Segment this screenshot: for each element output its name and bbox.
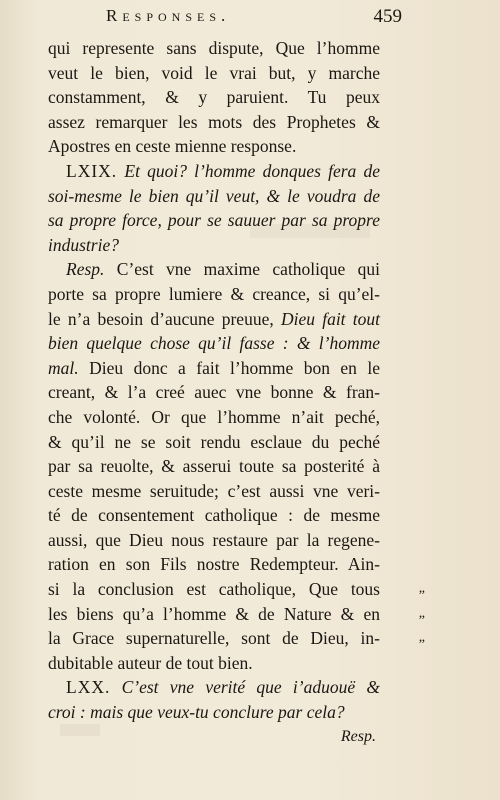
text-line: té de consentement catholique : de mesme [48, 505, 380, 526]
question-lxix-line [48, 159, 380, 184]
text-line: par sa reuolte, & asserui toute sa posterité à [48, 456, 380, 477]
italic-quotation: mal. [48, 357, 79, 378]
marginal-quote-mark: „ [418, 630, 424, 646]
question-line: soi-mesme le bien qu’il veut, & le voudra de [48, 185, 380, 206]
text-line: che volonté. Or que l’homme n’ait peché, [48, 406, 380, 427]
marginal-quote-mark: „ [418, 605, 424, 621]
text-line: assez remarquer les mots des Prophetes & [48, 111, 380, 132]
catchword: Resp. [340, 727, 376, 745]
section-number-lxix: LXIX. [66, 160, 118, 181]
text-line: constamment, & y paruient. Tu peux [48, 87, 380, 108]
text-line: dubitable auteur de tout bien. [48, 652, 253, 673]
running-head [70, 4, 402, 30]
quoted-line: les biens qu’a l’homme & de Nature & en „ [48, 602, 380, 627]
text-line: porte sa propre lumiere & creance, si qu’el- [48, 283, 380, 304]
question-line: croi : mais que veux-tu conclure par cela? [48, 702, 345, 723]
text-line: qui represente sans dispute, Que l’homme [48, 38, 380, 58]
response-label: Resp. [66, 259, 105, 280]
text-line: mal. Dieu donc a fait l’homme bon en le [48, 357, 381, 378]
italic-quotation: Dieu fait tout [280, 308, 380, 329]
text-line: le n’a besoin d’aucune preuue, Dieu fait tout [48, 308, 380, 329]
text-block [48, 36, 424, 749]
question-text: Et quoi? l’homme donques fera de [124, 160, 381, 181]
question-lxx-line [48, 675, 380, 700]
section-number-lxx: LXX. [66, 677, 111, 698]
question-line: industrie? [48, 234, 119, 255]
page-number: 459 [373, 6, 402, 27]
show-through-shadow [60, 724, 100, 736]
quoted-line: si la conclusion est catholique, Que tous „ [48, 577, 380, 602]
text-line: Apostres en ceste mienne response. [48, 136, 297, 157]
text-line: & qu’il ne se soit rendu esclaue du peché [48, 431, 380, 452]
text-line: ceste mesme seruitude; c’est aussi vne veri- [48, 480, 380, 501]
text-line: veut le bien, void le vrai but, y marche [48, 62, 380, 83]
response-line: Resp. C’est vne maxime catholique qui [66, 259, 381, 280]
text-line: creant, & l’a creé auec vne bonne & fran- [48, 382, 380, 403]
running-title: Responses. [106, 6, 231, 25]
text-line: aussi, que Dieu nous restaure par la regene- [48, 529, 380, 550]
question-text: C’est vne verité que i’aduouë & [121, 677, 380, 698]
quoted-line: la Grace supernaturelle, sont de Dieu, in- „ [48, 626, 380, 651]
marginal-quote-mark: „ [418, 581, 424, 597]
italic-quotation-line: bien quelque chose qu’il fasse : & l’homme [48, 333, 380, 354]
question-line: sa propre force, pour se sauuer par sa propre [48, 210, 380, 231]
text-line: ration en son Fils nostre Redempteur. Ain- [48, 554, 380, 575]
show-through-shadow [250, 224, 370, 238]
